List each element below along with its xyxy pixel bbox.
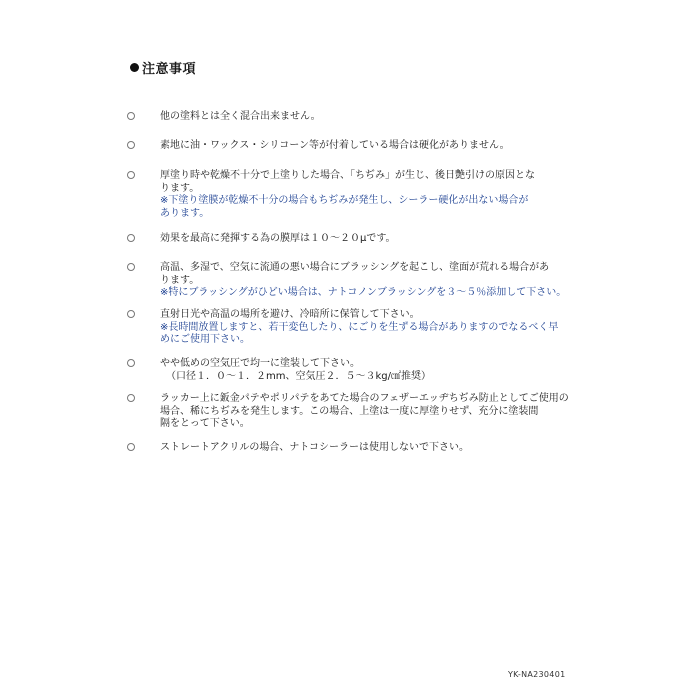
caution-item-text: 効果を最高に発揮する為の膜厚は１０～２０μです。 [160,233,396,244]
caution-item-note: あります。 [160,207,210,219]
caution-item-body [160,393,569,431]
caution-item-text: 素地に油・ワックス・シリコーン等が付着している場合は硬化がありません。 [160,140,510,151]
section-heading [130,58,196,77]
caution-item-note: ※下塗り塗膜が乾燥不十分の場合もちぢみが発生し、シーラー硬化が出ない場合が [160,195,529,206]
circle-marker-icon [127,394,135,402]
caution-item-body [160,233,560,246]
caution-item-text: ります。 [160,182,200,194]
section-heading-text: 注意事項 [142,62,197,77]
black-circle-bullet-icon [130,63,139,72]
caution-item-body [160,262,567,300]
document-code: YK-NA230401 [508,670,566,679]
caution-item-text: 隔をとって下さい。 [160,418,250,429]
circle-marker-icon [127,359,135,367]
caution-item-note: ※長時間放置しますと、若干変色したり、にごりを生ずる場合がありますのでなるべく早 [160,321,559,333]
caution-item-text: （口径１．０～１．２mm、空気圧２．５～３kg/㎠推奨） [166,370,431,382]
circle-marker-icon [127,310,135,318]
circle-marker-icon [127,141,135,149]
caution-item-body [160,442,560,455]
circle-marker-icon [127,234,135,242]
caution-item-text: やや低めの空気圧で均一に塗装して下さい。 [160,358,360,369]
caution-item-text: 場合、稀にちぢみを発生します。この場合、上塗は一度に厚塗りせず、充分に塗装間 [160,405,539,417]
caution-item-text: 高温、多湿で、空気に流通の悪い場合にブラッシングを起こし、塗面が荒れる場合があ [160,262,550,273]
caution-item-body [160,358,560,383]
caution-item-body [160,170,560,220]
circle-marker-icon [127,443,135,451]
caution-item-body [160,111,560,124]
caution-item-body [160,309,560,347]
caution-item-text: 厚塗り時や乾燥不十分で上塗りした場合、「ちぢみ」が生じ、後日艶引けの原因とな [160,170,535,181]
circle-marker-icon [127,171,135,179]
caution-item-body [160,140,560,153]
caution-item-text: 他の塗料とは全く混合出来ません。 [160,111,321,122]
caution-item-note: めにご使用下さい。 [160,334,250,345]
circle-marker-icon [127,112,135,120]
caution-item-text: ラッカー上に鈑金パテやポリパテをあてた場合のフェザーエッヂちぢみ防止としてご使用の [160,393,569,404]
caution-item-text: ります。 [160,274,200,286]
caution-item-note: ※特にブラッシングがひどい場合は、ナトコノンブラッシングを３～５％添加して下さい。 [160,287,567,298]
caution-item-text: 直射日光や高温の場所を避け、冷暗所に保管して下さい。 [160,309,420,320]
circle-marker-icon [127,263,135,271]
caution-item-text: ストレートアクリルの場合、ナトコシーラーは使用しないで下さい。 [160,442,469,453]
